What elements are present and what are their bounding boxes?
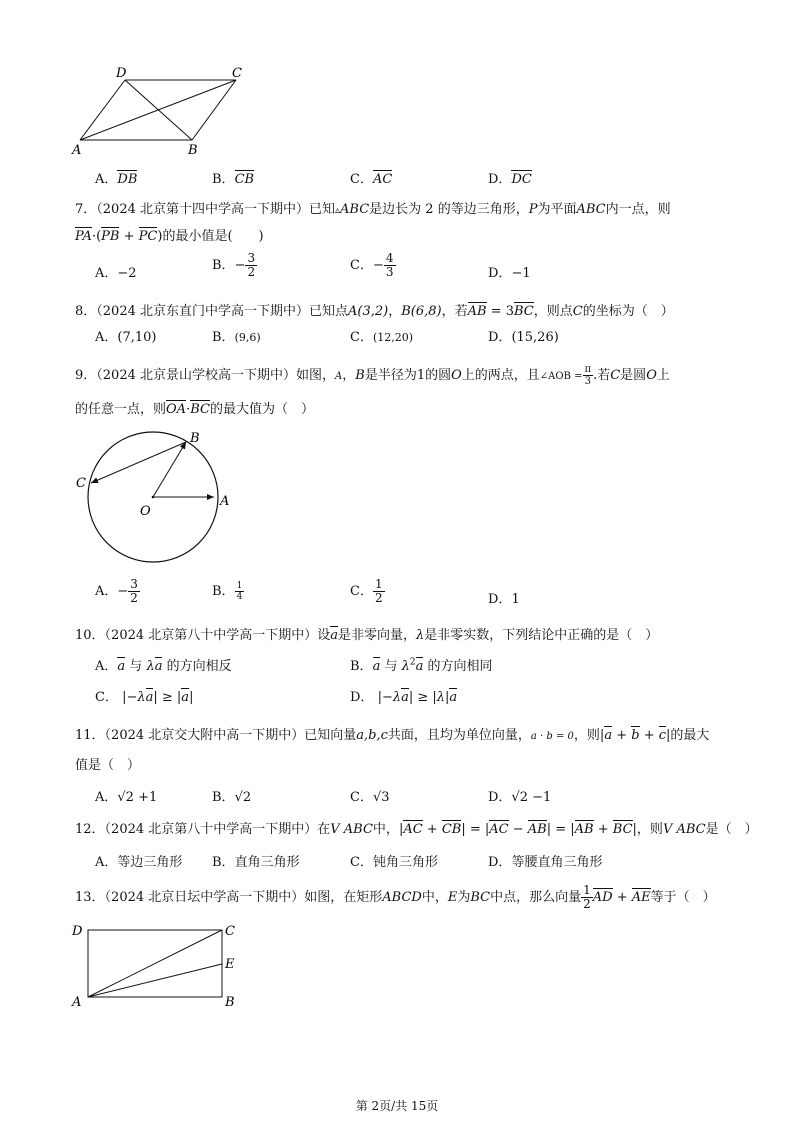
label-E: E bbox=[225, 957, 235, 972]
q8-option-d[interactable]: D．(15,26) bbox=[488, 330, 559, 345]
label-A: A bbox=[220, 494, 230, 509]
q11-stem-line1: 11．（2024 北京交大附中高一下期中）已知向量a,b,c共面，且均为单位向量，a · b = 0，则|a + b + c|的最大 bbox=[75, 728, 710, 743]
q9-stem-line2: 的任意一点，则OA·BC的最大值为（ ） bbox=[75, 402, 314, 417]
q7-option-c[interactable]: C．− $\frac{4}{3}$ bbox=[350, 251, 394, 279]
rectangle-figure bbox=[68, 918, 248, 1010]
q6-option-b[interactable]: B．CB bbox=[212, 172, 255, 187]
q12-stem: 12．（2024 北京第八十中学高一下期中）在V ABC中，|AC + CB| = |AC − AB| = |AB + BC|，则V ABC是（ ） bbox=[75, 822, 758, 837]
label-A: A bbox=[72, 143, 82, 157]
q10-option-d[interactable]: D． |−λa| ≥ |λ|a bbox=[350, 690, 458, 705]
label-B: B bbox=[225, 995, 235, 1010]
q8-option-c[interactable]: C．(12,20) bbox=[350, 330, 414, 345]
circle-figure bbox=[70, 425, 245, 575]
label-B: B bbox=[188, 143, 198, 157]
label-C: C bbox=[225, 924, 235, 939]
q6-option-c[interactable]: C．AC bbox=[350, 172, 393, 187]
q12-option-a[interactable]: A．等边三角形 bbox=[95, 855, 183, 870]
q7-option-a[interactable]: A．−2 bbox=[95, 266, 137, 281]
q11-option-c[interactable]: C．√3 bbox=[350, 790, 390, 805]
q9-stem-line1: 9．（2024 北京景山学校高一下期中）如图，A，B是半径为1的圆O上的两点，且∠AOB = $\frac{\pi}{3}$ .若C是圆O上 bbox=[75, 364, 670, 387]
q10-stem: 10．（2024 北京第八十中学高一下期中）设a是非零向量，λ是非零实数，下列结论中正确的是（ ） bbox=[75, 628, 659, 643]
q9-option-a[interactable]: A．− $\frac{3}{2}$ bbox=[95, 577, 138, 605]
q10-option-b[interactable]: B．a 与 $\lambda^2a$ 的方向相同 bbox=[350, 657, 493, 674]
q6-option-a[interactable]: A．DB bbox=[95, 172, 138, 187]
q6-option-d[interactable]: D．DC bbox=[488, 172, 532, 187]
q10-option-c[interactable]: C． |−λa| ≥ |a| bbox=[95, 690, 194, 705]
label-D: D bbox=[72, 924, 83, 939]
q13-stem: 13．（2024 北京日坛中学高一下期中）如图，在矩形ABCD中，E为BC中点，那么向量 $\frac{1}{2}$ AD + AE等于（ ） bbox=[75, 883, 716, 911]
q7-stem-line2: PA·(PB + PC)的最小值是( ) bbox=[75, 229, 264, 244]
q9-option-d[interactable]: D．1 bbox=[488, 592, 520, 607]
q7-option-b[interactable]: B．− $\frac{3}{2}$ bbox=[212, 251, 256, 279]
page-footer: 第 2页/共 15页 bbox=[355, 1099, 439, 1113]
q12-option-d[interactable]: D．等腰直角三角形 bbox=[488, 855, 603, 870]
q7-option-d[interactable]: D．−1 bbox=[488, 266, 531, 281]
parallelogram-figure bbox=[60, 62, 260, 157]
label-D: D bbox=[116, 66, 127, 81]
q7-stem-line1: 7．（2024 北京第十四中学高一下期中）已知▵ABC是边长为 2 的等边三角形，P为平面ABC内一点，则 bbox=[75, 202, 671, 217]
label-B: B bbox=[190, 431, 200, 446]
q8-stem: 8．（2024 北京东直门中学高一下期中）已知点A(3,2)，B(6,8)，若AB = 3BC，则点C的坐标为（ ） bbox=[75, 304, 674, 319]
label-A: A bbox=[72, 995, 82, 1010]
q8-option-b[interactable]: B．(9,6) bbox=[212, 330, 261, 345]
q10-option-a[interactable]: A．a 与 λa 的方向相反 bbox=[95, 659, 232, 674]
q11-option-b[interactable]: B．√2 bbox=[212, 790, 252, 805]
q11-stem-line2: 值是（ ） bbox=[75, 758, 141, 773]
q11-option-d[interactable]: D．√2 −1 bbox=[488, 790, 552, 805]
label-C: C bbox=[232, 66, 242, 81]
label-O: O bbox=[140, 504, 151, 519]
q11-option-a[interactable]: A．√2 +1 bbox=[95, 790, 158, 805]
label-C: C bbox=[76, 476, 86, 491]
q12-option-b[interactable]: B．直角三角形 bbox=[212, 855, 300, 870]
q9-option-c[interactable]: C． $\frac{1}{2}$ bbox=[350, 577, 383, 605]
q9-option-b[interactable]: B． $\frac{1}{4}$ bbox=[212, 581, 243, 602]
q8-option-a[interactable]: A．(7,10) bbox=[95, 330, 157, 345]
q12-option-c[interactable]: C．钝角三角形 bbox=[350, 855, 438, 870]
